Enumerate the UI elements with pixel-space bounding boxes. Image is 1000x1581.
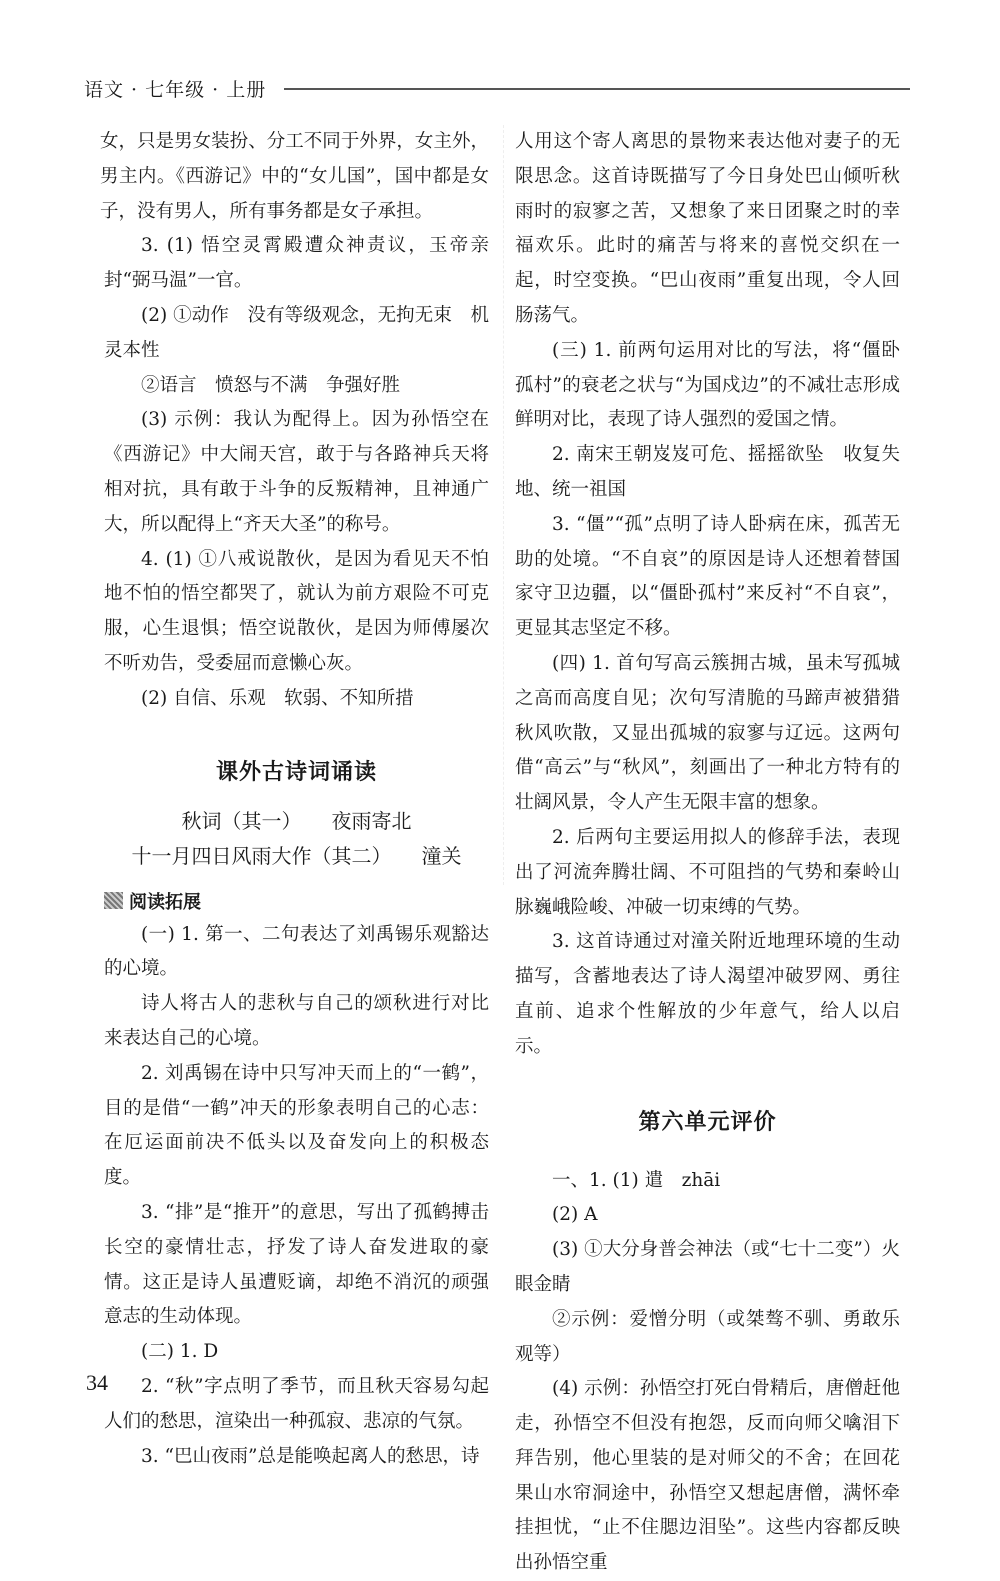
page-header bbox=[84, 72, 910, 104]
paragraph: ②示例：爱憎分明（或桀骜不驯、勇敢乐观等） bbox=[515, 1308, 900, 1365]
section-title: 课外古诗词诵读 bbox=[215, 759, 377, 785]
header-rule bbox=[284, 88, 910, 90]
paragraph: 4. (1) ①八戒说散伙，是因为看见天不怕地不怕的悟空都哭了，就认为前方艰险不可克服，心生退惧；悟空说散伙，是因为师傅屡次不听劝告，受委屈而意懒心灰。 bbox=[104, 548, 489, 674]
paragraph: 诗人将古人的悲秋与自己的颂秋进行对比来表达自己的心境。 bbox=[104, 993, 489, 1049]
left-column bbox=[100, 125, 489, 1474]
paragraph: (4) 示例：孙悟空打死白骨精后，唐僧赶他走，孙悟空不但没有抱怨，反而向师父噙泪下拜告别，他心里装的是对师父的不舍；在回花果山水帘洞途中，孙悟空又想起唐僧，满怀牵挂担忧，“止不住腮边泪坠”。这些内容都反映出孙悟空重 bbox=[515, 1378, 900, 1574]
paragraph: 人用这个寄人离思的景物来表达他对妻子的无限思念。这首诗既描写了今日身处巴山倾听秋雨时的寂寥之苦，又想象了来日团聚之时的幸福欢乐。此时的痛苦与将来的喜悦交织在一起，时空变换。“巴山夜雨”重复出现，令人回肠荡气。 bbox=[515, 131, 900, 326]
paragraph: (三) 1. 前两句运用对比的写法，将“僵卧孤村”的衰老之状与“为国戍边”的不减壮志形成鲜明对比，表现了诗人强烈的爱国之情。 bbox=[515, 339, 900, 431]
paragraph: 3. “排”是“推开”的意思，写出了孤鹤搏击长空的豪情壮志，抒发了诗人奋发进取的豪情。这正是诗人虽遭贬谪，却绝不消沉的顽强意志的生动体现。 bbox=[104, 1201, 489, 1328]
header-title: 语文 · 七年级 · 上册 bbox=[84, 78, 267, 101]
paragraph: 2. 刘禹锡在诗中只写冲天而上的“一鹤”，目的是借“一鹤”冲天的形象表明自己的心志：在厄运面前决不低头以及奋发向上的积极态度。 bbox=[104, 1062, 489, 1189]
section-title: 第六单元评价 bbox=[638, 1109, 777, 1135]
paragraph: (2) A bbox=[552, 1204, 598, 1226]
paragraph: (一) 1. 第一、二句表达了刘禹锡乐观豁达的心境。 bbox=[104, 923, 489, 980]
paragraph: (3) 示例：我认为配得上。因为孙悟空在《西游记》中大闹天宫，敢于与各路神兵天将相对抗，具有敢于斗争的反叛精神，且神通广大，所以配得上“齐天大圣”的称号。 bbox=[104, 409, 489, 535]
poem-titles bbox=[104, 804, 489, 874]
paragraph: (3) ①大分身普会神法（或“七十二变”）火眼金睛 bbox=[515, 1239, 900, 1295]
paragraph: 3. (1) 悟空灵霄殿遭众神责议，玉帝亲封“弼马温”一官。 bbox=[104, 235, 489, 292]
poem-title-line: 十一月四日风雨大作（其二） 潼关 bbox=[131, 843, 462, 868]
paragraph: (二) 1. D bbox=[141, 1341, 219, 1363]
paragraph: 2. “秋”字点明了季节，而且秋天容易勾起人们的愁思，渲染出一种孤寂、悲凉的气氛。 bbox=[104, 1375, 489, 1432]
paragraph: 女，只是男女装扮、分工不同于外界，女主外，男主内。《西游记》中的“女儿国”，国中都是女子，没有男人，所有事务都是女子承担。 bbox=[100, 131, 489, 222]
paragraph: ②语言 愤怒与不满 争强好胜 bbox=[141, 374, 401, 396]
poem-title-line: 秋词（其一） 夜雨寄北 bbox=[181, 808, 412, 833]
paragraph: (四) 1. 首句写高云簇拥古城，虽未写孤城之高而高度自见；次句写清脆的马蹄声被猎猎秋风吹散，又显出孤城的寂寥与辽远。这两句借“高云”与“秋风”，刻画出了一种北方特有的壮阔风景，令人产生无限丰富的想象。 bbox=[515, 652, 900, 814]
subhead-reading bbox=[104, 884, 489, 918]
paragraph: 3. “僵”“孤”点明了诗人卧病在床，孤苦无助的处境。“不自哀”的原因是诗人还想着替国家守卫边疆，以“僵卧孤村”来反衬“不自哀”，更显其志坚定不移。 bbox=[515, 513, 900, 640]
paragraph: 2. 南宋王朝岌岌可危、摇摇欲坠 收复失地、统一祖国 bbox=[515, 444, 900, 500]
paragraph: 3. 这首诗通过对潼关附近地理环境的生动描写，含蓄地表达了诗人渴望冲破罗网、勇往直前、追求个性解放的少年意气，给人以启示。 bbox=[515, 931, 900, 1057]
page-number: 34 bbox=[86, 1370, 108, 1395]
paragraph: (2) ①动作 没有等级观念，无拘无束 机灵本性 bbox=[104, 304, 489, 361]
right-column bbox=[515, 125, 900, 1581]
paragraph: 3. “巴山夜雨”总是能唤起离人的愁思，诗 bbox=[141, 1445, 480, 1467]
column-divider bbox=[503, 125, 504, 885]
paragraph: 2. 后两句主要运用拟人的修辞手法，表现出了河流奔腾壮阔、不可阻挡的气势和秦岭山脉巍峨险峻、冲破一切束缚的气势。 bbox=[515, 826, 900, 918]
paragraph: 一、1. (1) 遣 zhāi bbox=[552, 1169, 721, 1191]
subhead-label: 阅读拓展 bbox=[129, 891, 201, 913]
paragraph: (2) 自信、乐观 软弱、不知所措 bbox=[141, 687, 414, 709]
subhead-marker-icon bbox=[104, 892, 123, 909]
